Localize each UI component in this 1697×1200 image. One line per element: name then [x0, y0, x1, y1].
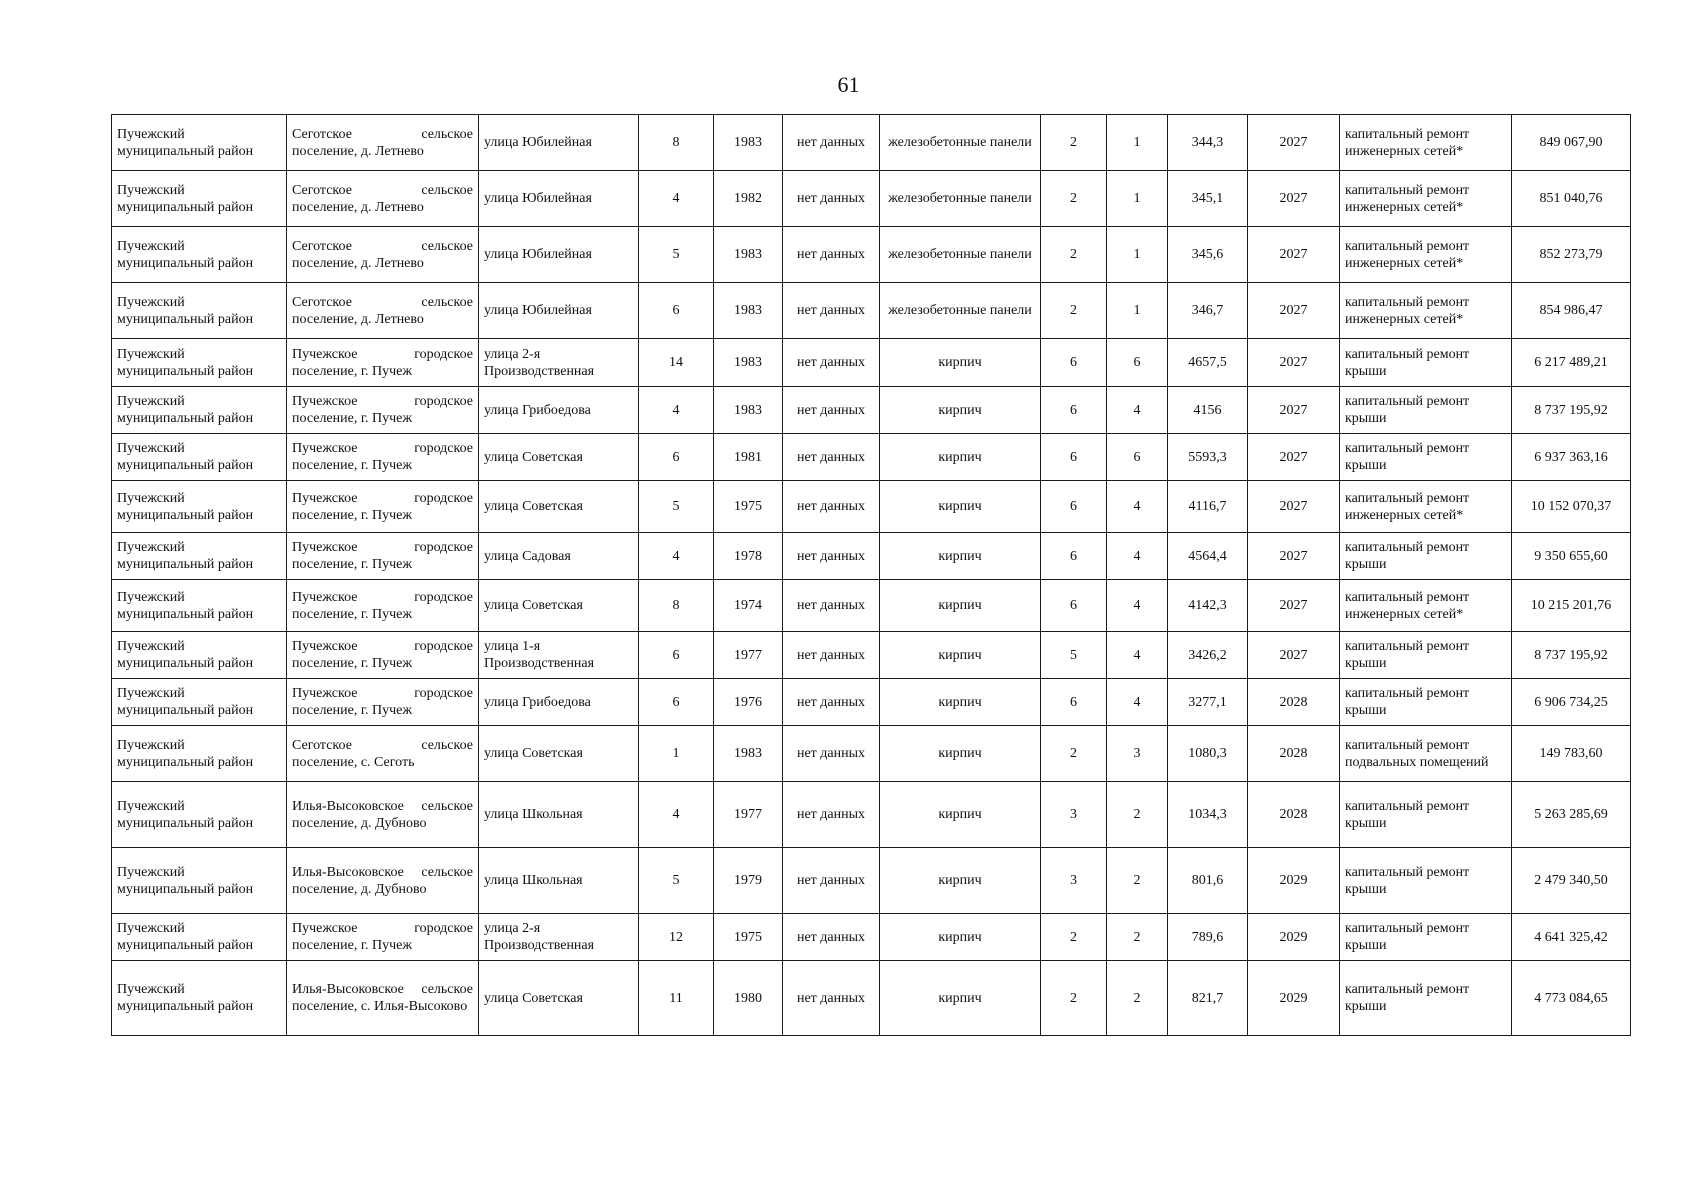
cell-work-type: капитальный ремонт крыши [1340, 434, 1512, 481]
cell-last-repair: нет данных [783, 283, 880, 339]
cell-wall-material: кирпич [880, 387, 1041, 434]
cell-house-number: 11 [639, 961, 714, 1036]
cell-street: улица Садовая [479, 533, 639, 580]
table-row [112, 679, 1631, 726]
table-row [112, 339, 1631, 387]
cell-house-number: 12 [639, 914, 714, 961]
cell-cost: 4 773 084,65 [1512, 961, 1631, 1036]
cell-entrances: 4 [1107, 679, 1168, 726]
cell-entrances: 2 [1107, 961, 1168, 1036]
cell-area: 4142,3 [1168, 580, 1248, 632]
cell-wall-material: кирпич [880, 848, 1041, 914]
cell-cost: 852 273,79 [1512, 227, 1631, 283]
cell-settlement: Пучежское городское поселение, г. Пучеж [287, 533, 479, 580]
cell-repair-year: 2027 [1248, 580, 1340, 632]
cell-area: 345,1 [1168, 171, 1248, 227]
cell-floors: 6 [1041, 339, 1107, 387]
cell-floors: 6 [1041, 679, 1107, 726]
cell-area: 3277,1 [1168, 679, 1248, 726]
cell-floors: 6 [1041, 434, 1107, 481]
cell-repair-year: 2027 [1248, 171, 1340, 227]
cell-street: улица Советская [479, 726, 639, 782]
cell-area: 4116,7 [1168, 481, 1248, 533]
cell-wall-material: кирпич [880, 679, 1041, 726]
cell-house-number: 4 [639, 171, 714, 227]
cell-floors: 2 [1041, 171, 1107, 227]
cell-work-type: капитальный ремонт инженерных сетей* [1340, 115, 1512, 171]
cell-entrances: 1 [1107, 227, 1168, 283]
cell-area: 345,6 [1168, 227, 1248, 283]
cell-wall-material: железобетонные панели [880, 115, 1041, 171]
cell-work-type: капитальный ремонт подвальных помещений [1340, 726, 1512, 782]
cell-build-year: 1977 [714, 782, 783, 848]
cell-build-year: 1983 [714, 115, 783, 171]
table-row [112, 726, 1631, 782]
cell-work-type: капитальный ремонт инженерных сетей* [1340, 283, 1512, 339]
cell-repair-year: 2027 [1248, 339, 1340, 387]
cell-street: улица Юбилейная [479, 171, 639, 227]
cell-entrances: 2 [1107, 914, 1168, 961]
cell-house-number: 6 [639, 434, 714, 481]
cell-cost: 10 215 201,76 [1512, 580, 1631, 632]
cell-wall-material: кирпич [880, 434, 1041, 481]
cell-district: Пучежский муниципальный район [112, 171, 287, 227]
cell-area: 5593,3 [1168, 434, 1248, 481]
cell-wall-material: железобетонные панели [880, 171, 1041, 227]
cell-repair-year: 2029 [1248, 961, 1340, 1036]
cell-street: улица 1-я Производственная [479, 632, 639, 679]
cell-repair-year: 2027 [1248, 115, 1340, 171]
cell-district: Пучежский муниципальный район [112, 387, 287, 434]
cell-house-number: 4 [639, 533, 714, 580]
cell-street: улица Советская [479, 961, 639, 1036]
cell-district: Пучежский муниципальный район [112, 339, 287, 387]
cell-floors: 2 [1041, 115, 1107, 171]
cell-work-type: капитальный ремонт крыши [1340, 679, 1512, 726]
cell-last-repair: нет данных [783, 961, 880, 1036]
cell-last-repair: нет данных [783, 632, 880, 679]
cell-area: 4657,5 [1168, 339, 1248, 387]
cell-last-repair: нет данных [783, 387, 880, 434]
cell-work-type: капитальный ремонт крыши [1340, 632, 1512, 679]
cell-cost: 854 986,47 [1512, 283, 1631, 339]
cell-street: улица Юбилейная [479, 227, 639, 283]
table-body [112, 115, 1631, 1036]
table-row [112, 782, 1631, 848]
cell-last-repair: нет данных [783, 171, 880, 227]
cell-street: улица Советская [479, 481, 639, 533]
cell-street: улица Советская [479, 580, 639, 632]
cell-entrances: 4 [1107, 533, 1168, 580]
cell-build-year: 1977 [714, 632, 783, 679]
cell-entrances: 3 [1107, 726, 1168, 782]
cell-build-year: 1978 [714, 533, 783, 580]
cell-house-number: 6 [639, 679, 714, 726]
cell-build-year: 1979 [714, 848, 783, 914]
cell-floors: 6 [1041, 533, 1107, 580]
cell-build-year: 1982 [714, 171, 783, 227]
cell-district: Пучежский муниципальный район [112, 914, 287, 961]
cell-house-number: 6 [639, 632, 714, 679]
cell-district: Пучежский муниципальный район [112, 961, 287, 1036]
cell-floors: 2 [1041, 914, 1107, 961]
cell-cost: 5 263 285,69 [1512, 782, 1631, 848]
cell-last-repair: нет данных [783, 434, 880, 481]
cell-district: Пучежский муниципальный район [112, 533, 287, 580]
cell-last-repair: нет данных [783, 726, 880, 782]
cell-district: Пучежский муниципальный район [112, 848, 287, 914]
cell-wall-material: кирпич [880, 580, 1041, 632]
cell-build-year: 1980 [714, 961, 783, 1036]
cell-district: Пучежский муниципальный район [112, 227, 287, 283]
cell-district: Пучежский муниципальный район [112, 580, 287, 632]
cell-cost: 6 217 489,21 [1512, 339, 1631, 387]
cell-repair-year: 2028 [1248, 726, 1340, 782]
cell-settlement: Сеготское сельское поселение, с. Сеготь [287, 726, 479, 782]
cell-wall-material: кирпич [880, 726, 1041, 782]
table-row [112, 848, 1631, 914]
cell-build-year: 1983 [714, 227, 783, 283]
cell-last-repair: нет данных [783, 339, 880, 387]
cell-repair-year: 2028 [1248, 782, 1340, 848]
table-row [112, 580, 1631, 632]
cell-settlement: Сеготское сельское поселение, д. Летнево [287, 227, 479, 283]
cell-build-year: 1976 [714, 679, 783, 726]
cell-cost: 9 350 655,60 [1512, 533, 1631, 580]
cell-repair-year: 2027 [1248, 434, 1340, 481]
cell-area: 801,6 [1168, 848, 1248, 914]
cell-district: Пучежский муниципальный район [112, 115, 287, 171]
cell-district: Пучежский муниципальный район [112, 726, 287, 782]
cell-entrances: 6 [1107, 339, 1168, 387]
housing-repair-table [111, 114, 1631, 1036]
cell-floors: 6 [1041, 387, 1107, 434]
cell-house-number: 5 [639, 481, 714, 533]
cell-cost: 851 040,76 [1512, 171, 1631, 227]
table-row [112, 481, 1631, 533]
cell-cost: 2 479 340,50 [1512, 848, 1631, 914]
cell-entrances: 4 [1107, 580, 1168, 632]
cell-street: улица 2-я Производственная [479, 914, 639, 961]
cell-house-number: 4 [639, 387, 714, 434]
cell-last-repair: нет данных [783, 782, 880, 848]
cell-entrances: 2 [1107, 782, 1168, 848]
cell-entrances: 4 [1107, 387, 1168, 434]
table-row [112, 434, 1631, 481]
cell-last-repair: нет данных [783, 115, 880, 171]
cell-last-repair: нет данных [783, 227, 880, 283]
cell-area: 1080,3 [1168, 726, 1248, 782]
cell-build-year: 1974 [714, 580, 783, 632]
page-number: 61 [837, 72, 860, 97]
cell-last-repair: нет данных [783, 533, 880, 580]
cell-house-number: 8 [639, 580, 714, 632]
table-row [112, 387, 1631, 434]
cell-repair-year: 2028 [1248, 679, 1340, 726]
cell-house-number: 8 [639, 115, 714, 171]
cell-work-type: капитальный ремонт инженерных сетей* [1340, 580, 1512, 632]
cell-last-repair: нет данных [783, 848, 880, 914]
cell-entrances: 1 [1107, 283, 1168, 339]
cell-wall-material: кирпич [880, 632, 1041, 679]
cell-wall-material: кирпич [880, 961, 1041, 1036]
cell-repair-year: 2027 [1248, 632, 1340, 679]
cell-repair-year: 2027 [1248, 387, 1340, 434]
cell-entrances: 2 [1107, 848, 1168, 914]
cell-area: 4564,4 [1168, 533, 1248, 580]
cell-cost: 6 906 734,25 [1512, 679, 1631, 726]
cell-house-number: 6 [639, 283, 714, 339]
cell-repair-year: 2027 [1248, 533, 1340, 580]
cell-work-type: капитальный ремонт крыши [1340, 533, 1512, 580]
cell-cost: 149 783,60 [1512, 726, 1631, 782]
cell-district: Пучежский муниципальный район [112, 481, 287, 533]
cell-settlement: Пучежское городское поселение, г. Пучеж [287, 632, 479, 679]
cell-house-number: 4 [639, 782, 714, 848]
cell-entrances: 4 [1107, 632, 1168, 679]
cell-floors: 3 [1041, 782, 1107, 848]
cell-build-year: 1975 [714, 481, 783, 533]
cell-build-year: 1983 [714, 339, 783, 387]
cell-settlement: Пучежское городское поселение, г. Пучеж [287, 434, 479, 481]
cell-repair-year: 2027 [1248, 481, 1340, 533]
cell-district: Пучежский муниципальный район [112, 434, 287, 481]
cell-repair-year: 2029 [1248, 914, 1340, 961]
cell-entrances: 4 [1107, 481, 1168, 533]
cell-cost: 8 737 195,92 [1512, 387, 1631, 434]
cell-wall-material: кирпич [880, 533, 1041, 580]
table-row [112, 632, 1631, 679]
cell-work-type: капитальный ремонт крыши [1340, 782, 1512, 848]
cell-wall-material: железобетонные панели [880, 227, 1041, 283]
cell-settlement: Пучежское городское поселение, г. Пучеж [287, 387, 479, 434]
cell-settlement: Пучежское городское поселение, г. Пучеж [287, 679, 479, 726]
cell-last-repair: нет данных [783, 679, 880, 726]
cell-floors: 2 [1041, 726, 1107, 782]
cell-settlement: Пучежское городское поселение, г. Пучеж [287, 339, 479, 387]
cell-cost: 849 067,90 [1512, 115, 1631, 171]
cell-last-repair: нет данных [783, 580, 880, 632]
cell-repair-year: 2029 [1248, 848, 1340, 914]
cell-house-number: 1 [639, 726, 714, 782]
cell-build-year: 1983 [714, 387, 783, 434]
table-row [112, 914, 1631, 961]
cell-floors: 2 [1041, 227, 1107, 283]
cell-floors: 6 [1041, 580, 1107, 632]
cell-district: Пучежский муниципальный район [112, 782, 287, 848]
cell-house-number: 5 [639, 848, 714, 914]
cell-floors: 5 [1041, 632, 1107, 679]
cell-floors: 6 [1041, 481, 1107, 533]
cell-wall-material: железобетонные панели [880, 283, 1041, 339]
cell-work-type: капитальный ремонт инженерных сетей* [1340, 481, 1512, 533]
cell-work-type: капитальный ремонт крыши [1340, 339, 1512, 387]
cell-entrances: 1 [1107, 115, 1168, 171]
cell-area: 789,6 [1168, 914, 1248, 961]
cell-cost: 10 152 070,37 [1512, 481, 1631, 533]
cell-last-repair: нет данных [783, 914, 880, 961]
cell-street: улица Юбилейная [479, 115, 639, 171]
cell-house-number: 5 [639, 227, 714, 283]
cell-work-type: капитальный ремонт крыши [1340, 961, 1512, 1036]
cell-settlement: Илья-Высоковское сельское поселение, с. Илья-Высоково [287, 961, 479, 1036]
cell-street: улица 2-я Производственная [479, 339, 639, 387]
cell-settlement: Сеготское сельское поселение, д. Летнево [287, 171, 479, 227]
cell-settlement: Пучежское городское поселение, г. Пучеж [287, 580, 479, 632]
cell-wall-material: кирпич [880, 914, 1041, 961]
cell-district: Пучежский муниципальный район [112, 632, 287, 679]
cell-last-repair: нет данных [783, 481, 880, 533]
cell-street: улица Школьная [479, 848, 639, 914]
cell-floors: 2 [1041, 961, 1107, 1036]
cell-work-type: капитальный ремонт инженерных сетей* [1340, 171, 1512, 227]
cell-settlement: Пучежское городское поселение, г. Пучеж [287, 914, 479, 961]
cell-district: Пучежский муниципальный район [112, 283, 287, 339]
cell-build-year: 1983 [714, 726, 783, 782]
table-row [112, 283, 1631, 339]
cell-entrances: 1 [1107, 171, 1168, 227]
cell-house-number: 14 [639, 339, 714, 387]
cell-work-type: капитальный ремонт крыши [1340, 387, 1512, 434]
cell-work-type: капитальный ремонт инженерных сетей* [1340, 227, 1512, 283]
cell-work-type: капитальный ремонт крыши [1340, 848, 1512, 914]
cell-entrances: 6 [1107, 434, 1168, 481]
cell-repair-year: 2027 [1248, 283, 1340, 339]
cell-area: 344,3 [1168, 115, 1248, 171]
cell-wall-material: кирпич [880, 481, 1041, 533]
cell-street: улица Грибоедова [479, 387, 639, 434]
table-row [112, 227, 1631, 283]
cell-district: Пучежский муниципальный район [112, 679, 287, 726]
cell-area: 821,7 [1168, 961, 1248, 1036]
cell-work-type: капитальный ремонт крыши [1340, 914, 1512, 961]
cell-settlement: Илья-Высоковское сельское поселение, д. Дубново [287, 782, 479, 848]
cell-area: 4156 [1168, 387, 1248, 434]
cell-cost: 6 937 363,16 [1512, 434, 1631, 481]
cell-settlement: Илья-Высоковское сельское поселение, д. Дубново [287, 848, 479, 914]
cell-build-year: 1981 [714, 434, 783, 481]
table-row [112, 115, 1631, 171]
cell-area: 3426,2 [1168, 632, 1248, 679]
cell-area: 1034,3 [1168, 782, 1248, 848]
cell-build-year: 1975 [714, 914, 783, 961]
cell-floors: 2 [1041, 283, 1107, 339]
cell-wall-material: кирпич [880, 782, 1041, 848]
cell-settlement: Сеготское сельское поселение, д. Летнево [287, 115, 479, 171]
table-row [112, 961, 1631, 1036]
cell-street: улица Грибоедова [479, 679, 639, 726]
cell-street: улица Юбилейная [479, 283, 639, 339]
cell-cost: 4 641 325,42 [1512, 914, 1631, 961]
cell-cost: 8 737 195,92 [1512, 632, 1631, 679]
cell-floors: 3 [1041, 848, 1107, 914]
table-row [112, 171, 1631, 227]
cell-wall-material: кирпич [880, 339, 1041, 387]
cell-street: улица Советская [479, 434, 639, 481]
cell-build-year: 1983 [714, 283, 783, 339]
cell-street: улица Школьная [479, 782, 639, 848]
cell-settlement: Пучежское городское поселение, г. Пучеж [287, 481, 479, 533]
table-row [112, 533, 1631, 580]
cell-settlement: Сеготское сельское поселение, д. Летнево [287, 283, 479, 339]
cell-area: 346,7 [1168, 283, 1248, 339]
cell-repair-year: 2027 [1248, 227, 1340, 283]
